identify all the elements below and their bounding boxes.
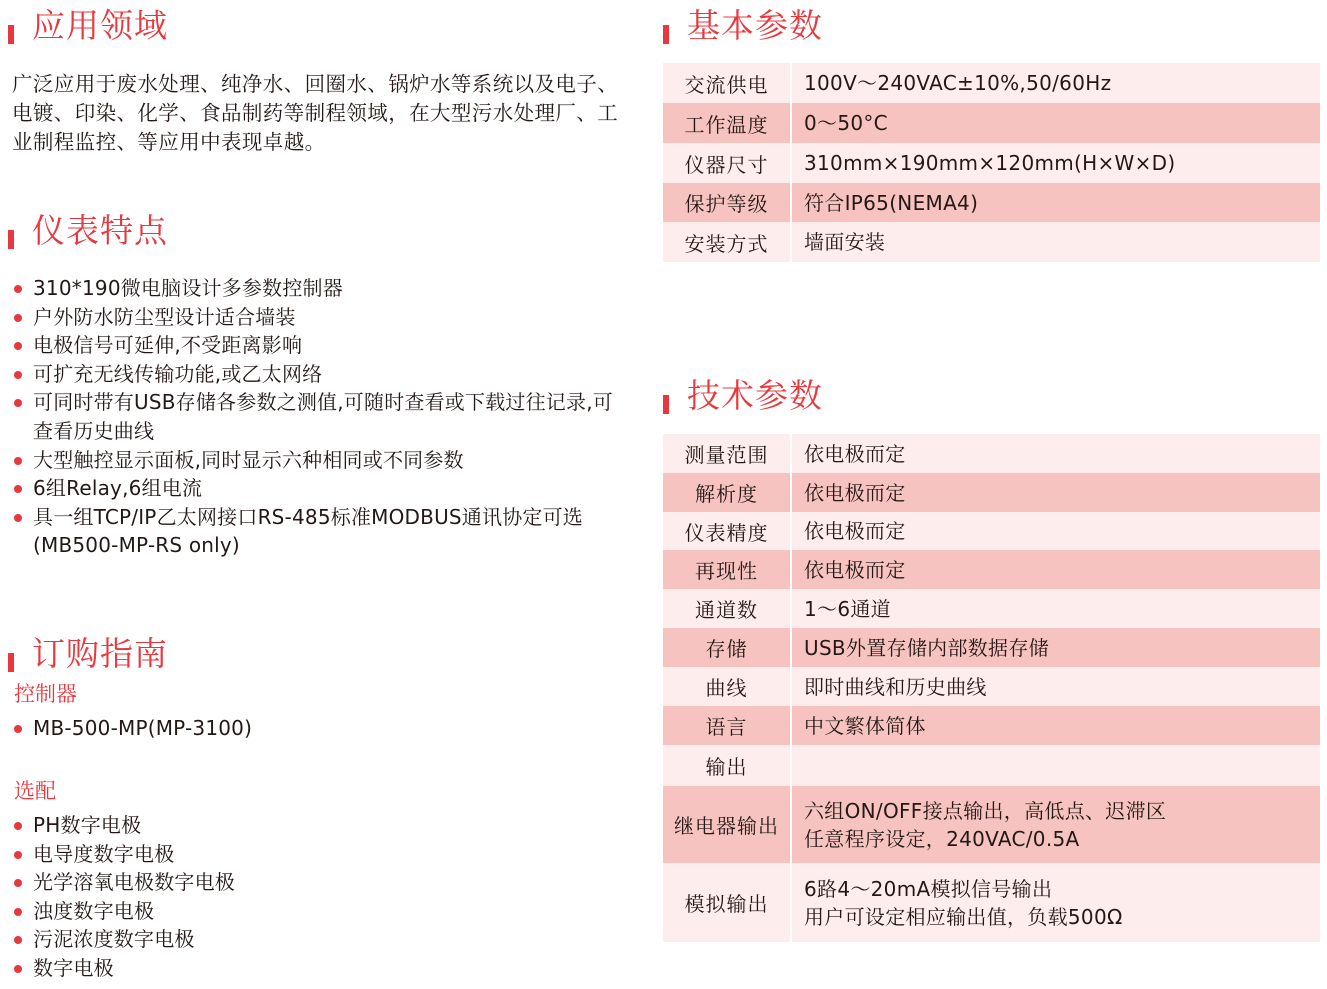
param-value: 310mm×190mm×120mm(H×W×D) [791, 143, 1320, 183]
list-item: 户外防水防尘型设计适合墙装 [14, 303, 624, 332]
controller-label: 控制器 [14, 682, 77, 706]
param-key: 交流供电 [663, 63, 791, 103]
list-item: 310*190微电脑设计多参数控制器 [14, 274, 624, 303]
param-value: 依电极而定 [791, 550, 1320, 589]
table-row [663, 863, 1320, 942]
param-key: 通道数 [663, 589, 791, 628]
param-value-line: 6路4～20mA模拟信号输出 [804, 876, 1053, 901]
technical-title: 技术参数 [687, 376, 823, 415]
param-key: 仪器尺寸 [663, 143, 791, 183]
param-key: 再现性 [663, 550, 791, 589]
list-item: 电极信号可延伸,不受距离影响 [14, 331, 624, 360]
table-row [663, 473, 1320, 512]
param-value: 100V～240VAC±10%,50/60Hz [791, 63, 1320, 103]
features-title: 仪表特点 [32, 211, 168, 250]
param-value: 依电极而定 [791, 434, 1320, 473]
table-row [663, 550, 1320, 589]
param-value: 1～6通道 [791, 589, 1320, 628]
table-row [663, 667, 1320, 706]
technical-heading [663, 370, 823, 416]
technical-params-table [663, 434, 1320, 942]
param-key: 语言 [663, 706, 791, 745]
param-key: 解析度 [663, 473, 791, 512]
table-row [663, 628, 1320, 667]
features-list [14, 274, 624, 560]
param-value: 中文繁体简体 [791, 706, 1320, 745]
table-row [663, 512, 1320, 550]
param-value: 符合IP65(NEMA4) [791, 183, 1320, 222]
param-value: 墙面安装 [791, 222, 1320, 262]
heading-marker [8, 653, 14, 672]
param-value [791, 863, 1320, 942]
param-value: 依电极而定 [791, 512, 1320, 550]
features-heading [8, 205, 168, 251]
heading-marker [663, 395, 669, 414]
controller-list [14, 714, 614, 743]
basic-title: 基本参数 [687, 6, 823, 45]
table-row [663, 183, 1320, 222]
basic-heading [663, 0, 823, 46]
heading-marker [663, 25, 669, 44]
list-item: MB-500-MP(MP-3100) [14, 714, 614, 743]
list-item: 可同时带有USB存储各参数之测值,可随时查看或下载过往记录,可查看历史曲线 [14, 388, 624, 445]
list-item: 大型触控显示面板,同时显示六种相同或不同参数 [14, 446, 624, 475]
param-key: 输出 [663, 745, 791, 786]
ordering-heading [8, 628, 168, 674]
application-title: 应用领域 [32, 6, 168, 45]
list-item: 电导度数字电极 [14, 840, 614, 869]
table-row [663, 706, 1320, 745]
table-row [663, 589, 1320, 628]
table-row [663, 434, 1320, 473]
param-key: 保护等级 [663, 183, 791, 222]
table-row [663, 63, 1320, 103]
list-item: 污泥浓度数字电极 [14, 925, 614, 954]
list-item: 光学溶氧电极数字电极 [14, 868, 614, 897]
param-value: 即时曲线和历史曲线 [791, 667, 1320, 706]
param-value-line: 用户可设定相应输出值，负载500Ω [804, 904, 1123, 929]
param-key: 测量范围 [663, 434, 791, 473]
list-item: 具一组TCP/IP乙太网接口RS-485标准MODBUS通讯协定可选(MB500-MP-RS only) [14, 503, 624, 560]
list-item: 6组Relay,6组电流 [14, 474, 624, 503]
param-key: 仪表精度 [663, 512, 791, 550]
list-item: PH数字电极 [14, 811, 614, 840]
options-label: 选配 [14, 779, 56, 803]
table-row [663, 745, 1320, 786]
param-value: 依电极而定 [791, 473, 1320, 512]
table-row [663, 143, 1320, 183]
application-heading [8, 0, 168, 46]
list-item: 可扩充无线传输功能,或乙太网络 [14, 360, 624, 389]
param-value [791, 745, 1320, 786]
heading-marker [8, 25, 14, 44]
basic-params-table [663, 63, 1320, 262]
table-row [663, 222, 1320, 262]
param-key: 模拟输出 [663, 863, 791, 942]
options-list [14, 811, 614, 983]
list-item: 浊度数字电极 [14, 897, 614, 926]
application-paragraph: 广泛应用于废水处理、纯净水、回圈水、锅炉水等系统以及电子、电镀、印染、化学、食品制药等制程领域，在大型污水处理厂、工业制程监控、等应用中表现卓越。 [12, 72, 619, 154]
param-value: USB外置存储内部数据存储 [791, 628, 1320, 667]
heading-marker [8, 230, 14, 249]
param-key: 存储 [663, 628, 791, 667]
list-item: 数字电极 [14, 954, 614, 983]
param-key: 曲线 [663, 667, 791, 706]
param-value-line: 六组ON/OFF接点输出，高低点、迟滞区 [804, 798, 1167, 823]
table-row [663, 103, 1320, 143]
param-key: 安装方式 [663, 222, 791, 262]
param-value-line: 任意程序设定，240VAC/0.5A [804, 826, 1080, 851]
param-key: 工作温度 [663, 103, 791, 143]
param-value [791, 786, 1320, 863]
table-row [663, 786, 1320, 863]
ordering-title: 订购指南 [32, 634, 168, 673]
param-key: 继电器输出 [663, 786, 791, 863]
param-value: 0～50°C [791, 103, 1320, 143]
